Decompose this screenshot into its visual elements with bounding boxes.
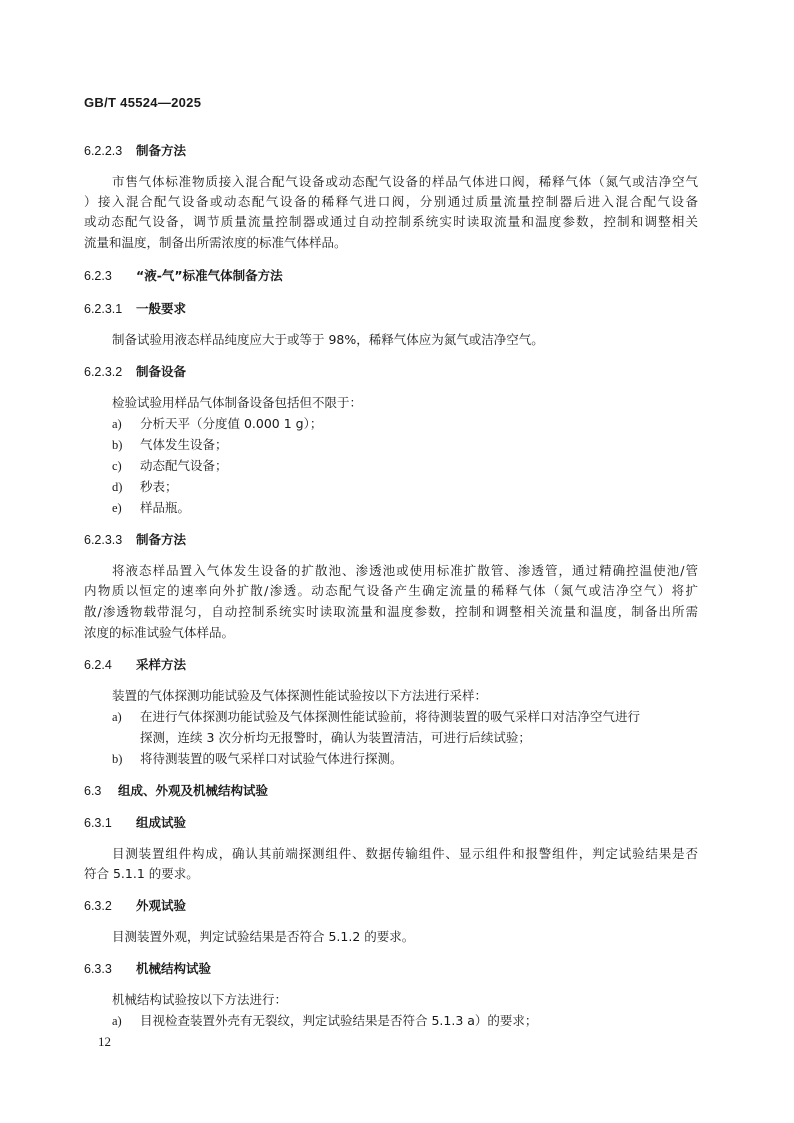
list-item [112, 751, 403, 767]
list-text: 气体发生设备； [140, 437, 228, 452]
section-number: 6.2.3.3 [84, 533, 123, 547]
section-number: 6.3 [84, 784, 102, 798]
heading-6-3-1 [84, 815, 186, 831]
list-item [112, 458, 228, 474]
paragraph-line: 制备试验用液态样品纯度应大于或等于 98%，稀释气体应为氮气或洁净空气。 [112, 332, 544, 347]
heading-6-3 [84, 783, 268, 799]
section-title: 采样方法 [136, 657, 187, 672]
section-number: 6.2.2.3 [84, 144, 123, 158]
list-text: 分析天平（分度值 0.000 1 g）； [140, 416, 323, 431]
list-marker: a) [112, 1014, 122, 1028]
heading-6-2-3-3 [84, 532, 186, 548]
paragraph-line: 市售气体标准物质接入混合配气设备或动态配气设备的样品气体进口阀，稀释气体（氮气或洁净空气 [112, 174, 698, 189]
heading-6-3-3 [84, 961, 211, 977]
section-title: “液-气”标准气体制备方法 [136, 268, 283, 283]
list-item [112, 416, 322, 432]
list-item [112, 437, 228, 453]
list-marker: b) [112, 438, 123, 452]
section-number: 6.2.3.1 [84, 302, 123, 316]
list-item [112, 1013, 537, 1029]
paragraph-line: 符合 5.1.1 的要求。 [84, 866, 199, 881]
section-title: 外观试验 [136, 898, 187, 913]
list-marker: d) [112, 480, 123, 494]
section-number: 6.3.1 [84, 816, 112, 830]
heading-6-3-2 [84, 898, 186, 914]
section-title: 制备方法 [136, 532, 187, 547]
section-title: 一般要求 [136, 301, 187, 316]
heading-6-2-3 [84, 268, 283, 284]
paragraph-line: 检验试验用样品气体制备设备包括但不限于： [112, 395, 363, 410]
section-number: 6.2.3 [84, 269, 112, 283]
heading-6-2-2-3 [84, 143, 186, 159]
list-text: 动态配气设备； [140, 458, 228, 473]
section-title: 机械结构试验 [136, 961, 212, 976]
paragraph-line: 或动态配气设备，调节质量流量控制器或通过自动控制系统实时读取流量和温度参数，控制和调整相关 [84, 214, 698, 229]
section-title: 组成、外观及机械结构试验 [118, 783, 269, 798]
list-marker: a) [112, 710, 122, 724]
list-item [112, 709, 640, 725]
list-marker: a) [112, 417, 122, 431]
list-text: 样品瓶。 [140, 500, 191, 515]
paragraph-line: 将液态样品置入气体发生设备的扩散池、渗透池或使用标准扩散管、渗透管，通过精确控温使池/管 [112, 563, 698, 578]
section-number: 6.3.3 [84, 962, 112, 976]
paragraph-line: 机械结构试验按以下方法进行： [112, 992, 288, 1007]
paragraph-line: 浓度的标准试验气体样品。 [84, 625, 235, 640]
paragraph-line: 目测装置外观，判定试验结果是否符合 5.1.2 的要求。 [112, 929, 415, 944]
list-item [112, 479, 178, 495]
list-item [112, 500, 190, 516]
section-title: 制备方法 [136, 143, 187, 158]
heading-6-2-3-1 [84, 301, 186, 317]
section-number: 6.2.3.2 [84, 365, 123, 379]
heading-6-2-4 [84, 657, 186, 673]
list-text: 目视检查装置外壳有无裂纹，判定试验结果是否符合 5.1.3 a）的要求； [140, 1013, 538, 1028]
list-text: 在进行气体探测功能试验及气体探测性能试验前，将待测装置的吸气采样口对洁净空气进行 [140, 709, 641, 724]
paragraph-line: 内物质以恒定的速率向外扩散/渗透。动态配气设备产生确定流量的稀释气体（氮气或洁净空气）将扩 [84, 583, 698, 598]
list-text: 秒表； [140, 479, 178, 494]
paragraph-line: 装置的气体探测功能试验及气体探测性能试验按以下方法进行采样： [112, 688, 488, 703]
page-number: 12 [98, 1034, 111, 1049]
paragraph-line: 散/渗透物载带混匀，自动控制系统实时读取流量和温度参数，控制和调整相关流量和温度，制备出所需 [84, 604, 698, 619]
paragraph-line: ）接入混合配气设备或动态配气设备的稀释气进口阀，分别通过质量流量控制器后进入混合配气设备 [84, 194, 698, 209]
section-title: 组成试验 [136, 815, 187, 830]
paragraph-line: 流量和温度，制备出所需浓度的标准气体样品。 [84, 235, 347, 250]
list-text: 将待测装置的吸气采样口对试验气体进行探测。 [140, 751, 403, 766]
section-title: 制备设备 [136, 364, 187, 379]
section-number: 6.3.2 [84, 899, 112, 913]
list-marker: b) [112, 752, 123, 766]
section-number: 6.2.4 [84, 658, 112, 672]
list-marker: e) [112, 501, 122, 515]
list-marker: c) [112, 459, 122, 473]
list-item-continuation: 探测，连续 3 次分析均无报警时，确认为装置清洁，可进行后续试验； [140, 730, 531, 745]
paragraph-line: 目测装置组件构成，确认其前端探测组件、数据传输组件、显示组件和报警组件，判定试验结果是否 [112, 846, 698, 861]
heading-6-2-3-2 [84, 364, 186, 380]
standard-number: GB/T 45524—2025 [84, 95, 202, 110]
